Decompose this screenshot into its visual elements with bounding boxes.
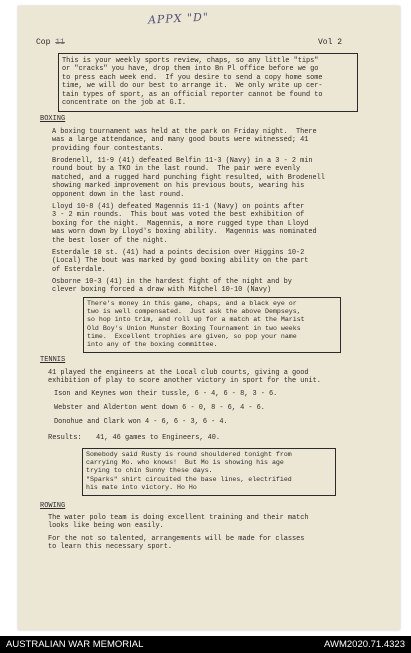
boxing-paragraph-5: Osborne 10-3 (41) in the hardest fight of the night and by clever boxing forced a draw with Mitchel 10-10 (Navy): [52, 278, 292, 295]
footer-accession-number: AWM2020.71.4323: [324, 639, 405, 650]
handwritten-annotation: APPX "D": [147, 10, 210, 27]
header-left-label: Cop: [36, 38, 51, 47]
tennis-match-2: Webster and Alderton went down 6 - 0, 8 - 6, 4 - 6.: [54, 404, 265, 412]
archive-footer: [0, 636, 411, 653]
rowing-paragraph-2: For the not so talented, arrangements will be made for classes to learn this necessary sport.: [48, 535, 305, 552]
tennis-heading: TENNIS: [40, 356, 66, 364]
tennis-note-text: Somebody said Rusty is round shouldered tonight from carrying Mo. who knows! But Mo is showing his age trying to chin Sunny these days. "Sparks" shirt circuited the base lines, electrified his mate into victory. Ho Ho: [86, 451, 292, 491]
tennis-match-3: Donohue and Clark won 4 - 6, 6 - 3, 6 - 4.: [54, 418, 228, 426]
tennis-match-1: Ison and Keynes won their tussle, 6 - 4, 6 - 8, 3 - 6.: [54, 390, 278, 398]
footer-institution: AUSTRALIAN WAR MEMORIAL: [6, 639, 144, 650]
boxing-paragraph-1: A boxing tournament was held at the park on Friday night. There was a large attendance, and many good bouts were witnessed; 41 providing four contestants.: [52, 128, 317, 153]
rowing-heading: ROWING: [40, 502, 66, 510]
header-left-number: 11: [55, 38, 65, 47]
rowing-paragraph-1: The water polo team is doing excellent training and their match looks like being won easily.: [48, 514, 309, 531]
results-label: Results:: [48, 434, 82, 442]
boxing-paragraph-2: Brodenell, 11-9 (41) defeated Belfin 11-3 (Navy) in a 3 - 2 min round bout by a TKO in the last round. The pair were evenly matched, and a rugged hard punching fight resulted, with Brodenell showing marked improvement on his previous bouts, wearing his opponent down in the last round.: [52, 157, 325, 199]
boxing-heading: BOXING: [40, 115, 66, 123]
boxing-paragraph-4: Esterdale 10 st. (41) had a points decision over Higgins 10-2 (Local) The bout was marked by good boxing ability on the part of Esterdale.: [52, 249, 309, 274]
tennis-paragraph: 41 played the engineers at the Local club courts, giving a good exhibition of play to score another victory in sport for the unit.: [48, 369, 321, 386]
boxing-paragraph-3: Lloyd 10-8 (41) defeated Magennis 11-1 (Navy) on points after 3 - 2 min rounds. This bout was voted the best exhibition of boxing for the night. Magennis, a more rugged type than Lloyd was worn down by Lloyd's boxing ability. Magennis was nominated the best loser of the night.: [52, 203, 317, 245]
boxing-note-text: There's money in this game, chaps, and a black eye or two is well compensated. Just ask the above Dempseys, so hop into trim, and roll up for a match at the Marist Old Boy's Union Munster Boxing Tournament in two weeks time. Excellent trophies are given, so pop your name into any of the boxing committee.: [87, 300, 305, 349]
header-left: [36, 38, 65, 47]
results-text: 41, 46 games to Engineers, 40.: [96, 434, 221, 442]
volume-label: Vol 2: [318, 38, 343, 47]
intro-text: This is your weekly sports review, chaps, so any little "tips" or "cracks" you have, drop them into Bn Pl office before we go to press each week end. If you desire to send a copy home some time, we will do our best to arrange it. We only write up cer- tain types of sport, as an official reporter cannot be found to concentrate on the job at G.I.: [62, 57, 323, 108]
